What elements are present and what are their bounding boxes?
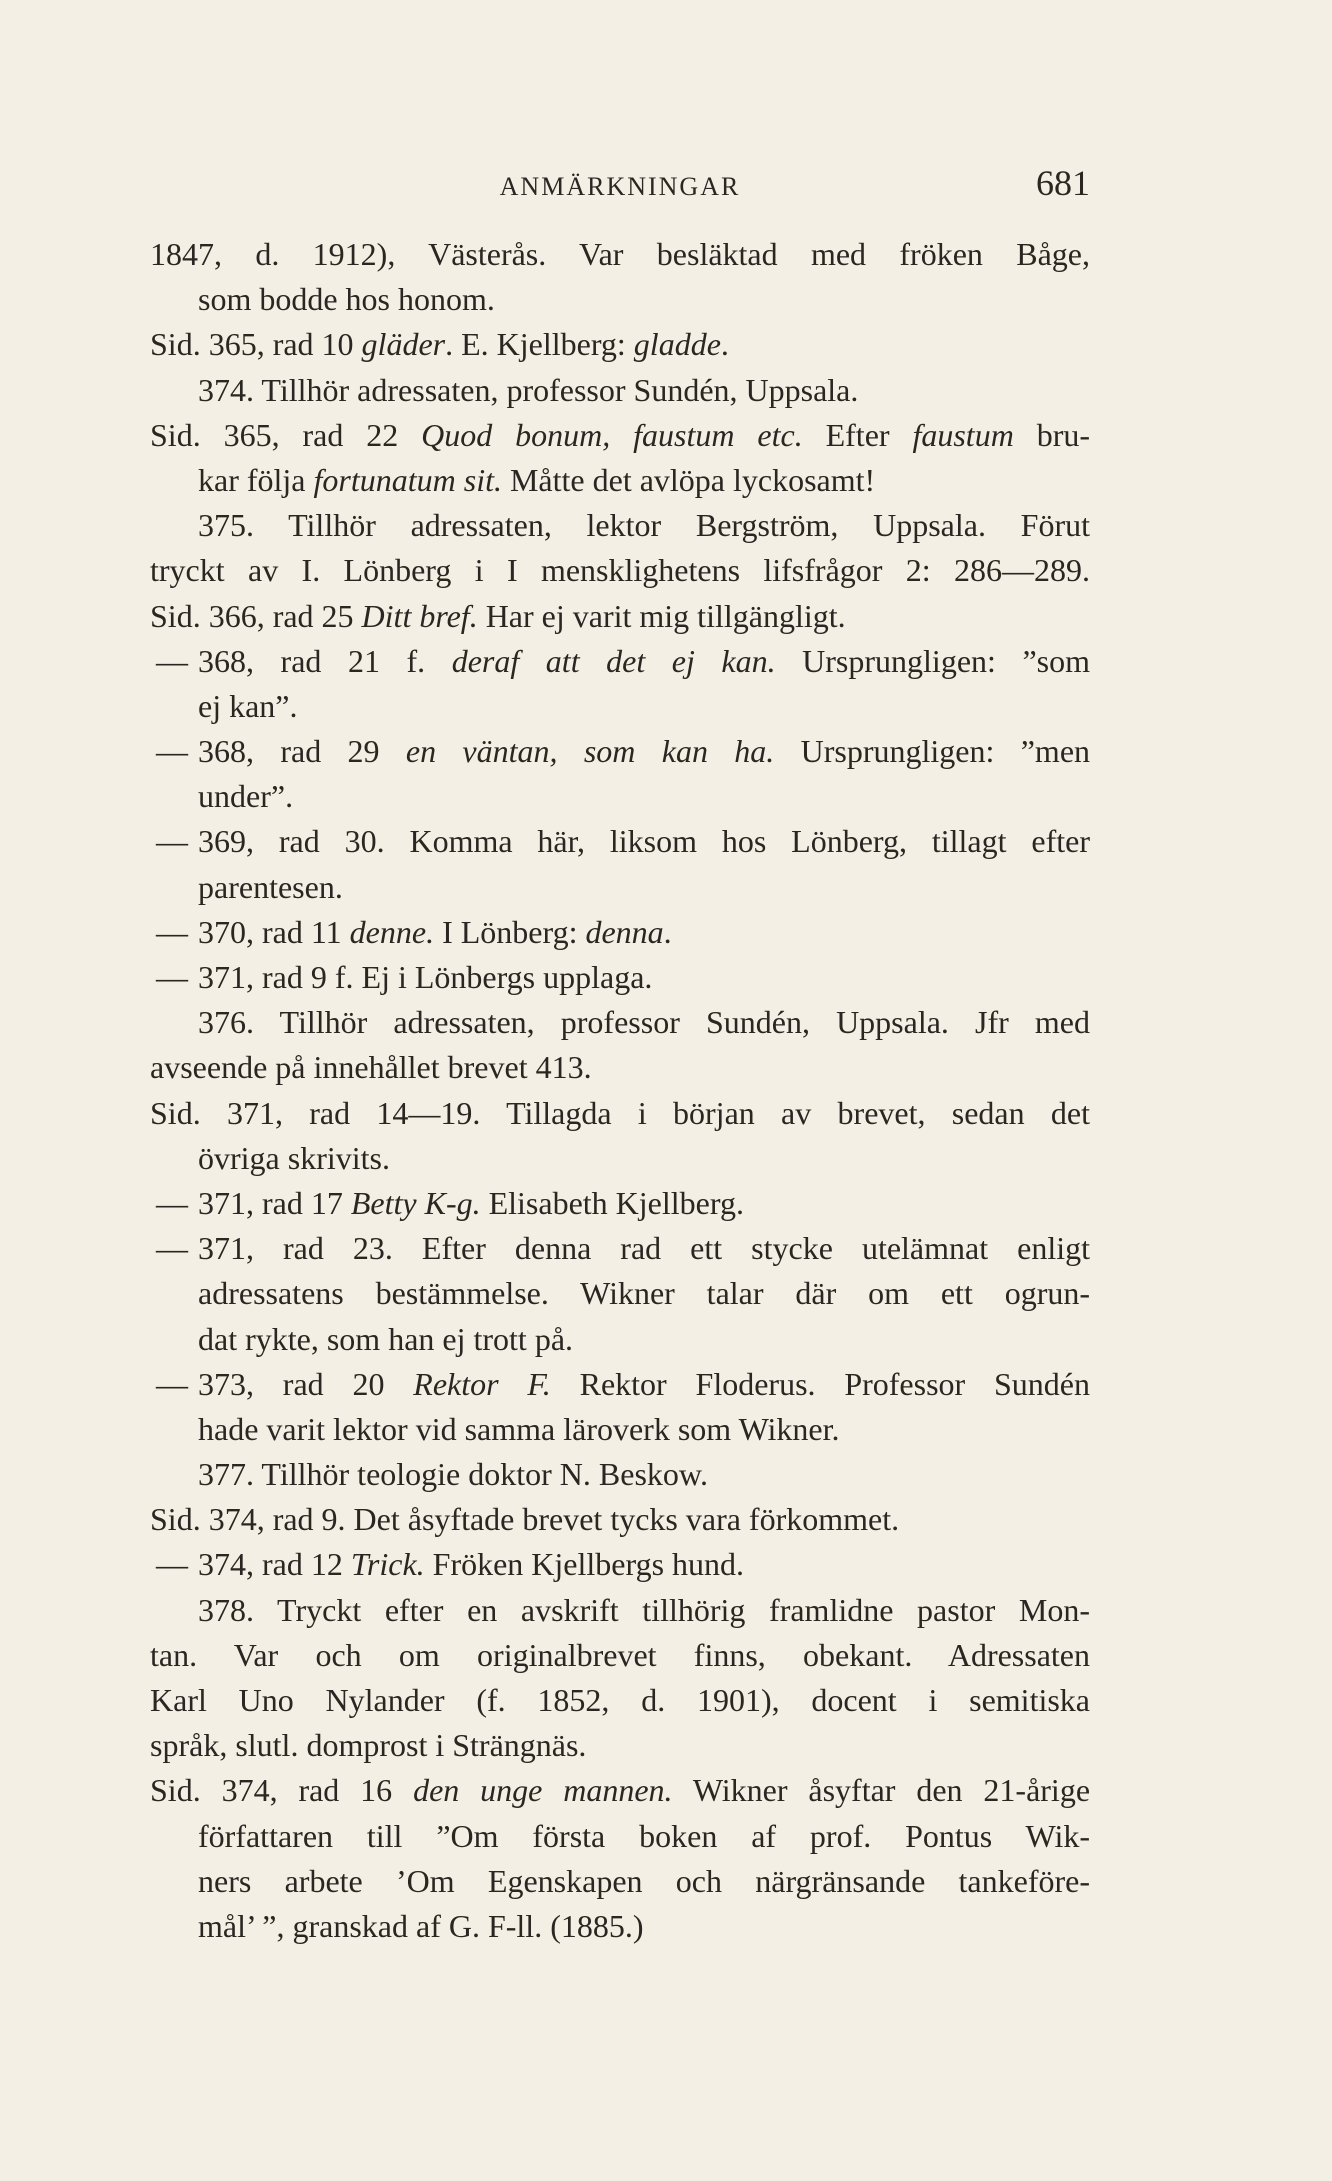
note-line: hade varit lektor vid samma läroverk som Wikner.	[198, 1410, 840, 1447]
note-line: Sid. 366, rad 25 Ditt bref. Har ej varit mig tillgängligt.	[150, 597, 846, 634]
notes-body	[150, 232, 1090, 1949]
note-line: parentesen.	[198, 868, 343, 905]
note-line: som bodde hos honom.	[198, 281, 495, 318]
note-line: Sid. 371, rad 14—19. Tillagda i början av brevet, sedan det	[150, 1094, 1090, 1131]
note-line: — 370, rad 11 denne. I Lönberg: denna.	[156, 913, 672, 950]
page-header	[150, 162, 1090, 212]
note-line: 375. Tillhör adressaten, lektor Bergström, Uppsala. Förut	[198, 507, 1090, 544]
note-line: Sid. 374, rad 9. Det åsyftade brevet tycks vara förkommet.	[150, 1501, 900, 1538]
note-line: språk, slutl. domprost i Strängnäs.	[150, 1727, 587, 1764]
page-number: 681	[1036, 163, 1090, 203]
note-line: 374. Tillhör adressaten, professor Sundén, Uppsala.	[198, 371, 859, 408]
note-line: författaren till ”Om första boken af prof. Pontus Wik-	[198, 1817, 1090, 1854]
note-line: under”.	[198, 778, 294, 815]
note-line: 376. Tillhör adressaten, professor Sundén, Uppsala. Jfr med	[198, 1004, 1090, 1041]
note-line: 378. Tryckt efter en avskrift tillhörig framlidne pastor Mon-	[198, 1591, 1090, 1628]
note-line: — 374, rad 12 Trick. Fröken Kjellbergs hund.	[156, 1546, 745, 1583]
note-line: mål’ ”, granskad af G. F-ll. (1885.)	[198, 1907, 644, 1944]
note-line: avseende på innehållet brevet 413.	[150, 1049, 592, 1086]
note-line: — 368, rad 21 f. deraf att det ej kan. Ursprungligen: ”som	[156, 642, 1090, 679]
note-line: kar följa fortunatum sit. Måtte det avlöpa lyckosamt!	[198, 461, 876, 498]
note-line: Sid. 365, rad 22 Quod bonum, faustum etc. Efter faustum bru-	[150, 416, 1091, 453]
note-line: — 373, rad 20 Rektor F. Rektor Floderus. Professor Sundén	[156, 1365, 1091, 1402]
note-line: dat rykte, som han ej trott på.	[198, 1320, 574, 1357]
note-line: tryckt av I. Lönberg i I mensklighetens lifsfrågor 2: 286—289.	[150, 552, 1090, 589]
note-line: — 371, rad 17 Betty K-g. Elisabeth Kjellberg.	[156, 1184, 744, 1221]
note-line: Karl Uno Nylander (f. 1852, d. 1901), docent i semitiska	[150, 1682, 1090, 1718]
note-line: Sid. 365, rad 10 gläder. E. Kjellberg: gladde.	[150, 326, 729, 363]
note-line: tan. Var och om originalbrevet finns, obekant. Adressaten	[150, 1636, 1090, 1673]
note-line: ej kan”.	[198, 687, 298, 724]
note-line: — 369, rad 30. Komma här, liksom hos Lönberg, tillagt efter	[156, 823, 1090, 860]
note-line: — 368, rad 29 en väntan, som kan ha. Ursprungligen: ”men	[156, 733, 1091, 770]
running-head: ANMÄRKNINGAR	[499, 172, 741, 201]
note-line: — 371, rad 9 f. Ej i Lönbergs upplaga.	[156, 959, 653, 995]
note-line: ners arbete ’Om Egenskapen och närgränsande tankeföre-	[198, 1862, 1090, 1899]
note-line: 377. Tillhör teologie doktor N. Beskow.	[198, 1456, 708, 1493]
note-line: adressatens bestämmelse. Wikner talar där om ett ogrun-	[198, 1275, 1090, 1312]
note-line: 1847, d. 1912), Västerås. Var besläktad med fröken Båge,	[150, 236, 1090, 272]
note-line: övriga skrivits.	[198, 1139, 390, 1176]
note-line: — 371, rad 23. Efter denna rad ett stycke utelämnat enligt	[156, 1230, 1090, 1267]
note-line: Sid. 374, rad 16 den unge mannen. Wikner åsyftar den 21-årige	[150, 1772, 1091, 1809]
